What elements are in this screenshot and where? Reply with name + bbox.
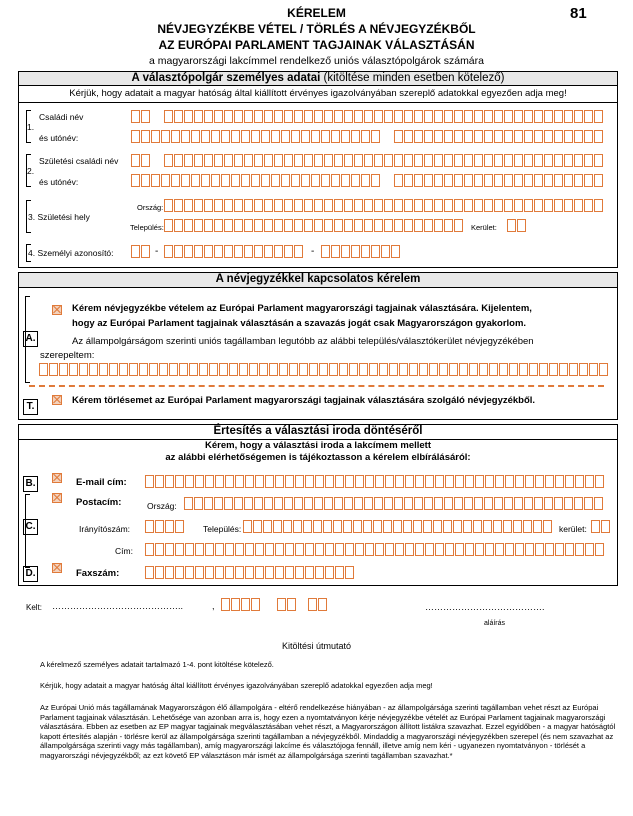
option-a-text-3: Az állampolgárságom szerinti uniós tagállamban legutóbb az alábbi település/választókerület névjegyzékében [72, 336, 534, 347]
email-boxes[interactable] [145, 475, 604, 488]
guide-title: Kitöltési útmutató [281, 641, 352, 651]
date-day-boxes[interactable] [308, 598, 327, 611]
postal-town-label: Település: [203, 524, 242, 534]
postal-country-label: Ország: [147, 501, 177, 511]
previous-registration-boxes[interactable] [39, 363, 608, 376]
personal-data-title: A választópolgár személyes adatai [131, 72, 321, 84]
birth-country-boxes[interactable] [164, 199, 603, 212]
personal-id-label: 4. Személyi azonosító: [28, 248, 114, 258]
guide-paragraph-1: A kérelmező személyes adatait tartalmazó 1-4. pont kitöltése kötelező. [40, 660, 274, 669]
form-subtitle: a magyarországi lakcímmel rendelkező uniós választópolgárok számára [149, 55, 484, 67]
postal-address-boxes[interactable] [145, 543, 604, 556]
personal-id-boxes-3[interactable] [321, 245, 400, 258]
postal-address-label: Cím: [115, 546, 133, 556]
notification-sub-2: az alábbi elérhetőségemen is tájékoztasson a kérelem elbírálásáról: [165, 452, 471, 463]
option-t-text: Kérem törlésemet az Európai Parlament magyarországi tagjainak választására szolgáló névjegyzékből. [72, 395, 536, 406]
family-name-label: Családi név [39, 112, 84, 122]
birth-town-boxes[interactable] [164, 219, 463, 232]
request-section [18, 272, 618, 420]
postal-district-label: kerület: [559, 524, 587, 534]
option-a-text-1: Kérem névjegyzékbe vételem az Európai Parlament magyarországi tagjainak választására. Kijelentem, [72, 303, 532, 314]
birth-district-boxes[interactable] [507, 219, 526, 232]
notification-sub-1: Kérem, hogy a választási iroda a lakcímem mellett [205, 440, 431, 451]
email-checkbox[interactable] [52, 473, 62, 483]
field1-number: 1. [27, 122, 35, 132]
date-comma: , [212, 601, 215, 611]
personal-id-dash-1: - [155, 246, 159, 257]
birth-given-name-label: és utónév: [39, 177, 79, 187]
notification-header: Értesítés a választási iroda döntéséről [19, 425, 617, 440]
divider [19, 102, 617, 103]
option-a-text-4: szerepeltem: [40, 350, 95, 361]
fax-label: Faxszám: [76, 568, 120, 579]
email-label: E-mail cím: [76, 477, 127, 488]
personal-data-header [19, 72, 617, 86]
option-t-checkbox[interactable] [52, 395, 62, 405]
birth-town-label: Település: [130, 223, 164, 232]
form-title-line1: NÉVJEGYZÉKBE VÉTEL / TÖRLÉS A NÉVJEGYZÉKBŐL [157, 22, 476, 36]
option-a-text-2: hogy az Európai Parlament tagjainak választásán a szavazás jogát csak Magyarországon gyakorlom. [72, 318, 527, 329]
form-title-line2: AZ EURÓPAI PARLAMENT TAGJAINAK VÁLASZTÁSÁN [158, 38, 475, 52]
option-d-letter: D. [23, 566, 38, 582]
option-c-letter: C. [23, 519, 38, 535]
date-place-dots[interactable]: …………………………………….. [52, 601, 184, 611]
birth-country-label: Ország: [137, 203, 164, 212]
given-name-boxes-2[interactable] [394, 130, 603, 143]
given-name-label: és utónév: [39, 133, 79, 143]
birthplace-label: 3. Születési hely [28, 212, 90, 222]
guide-paragraph-2: Kérjük, hogy adatait a magyar hatóság által kiállított érvényes igazolványában szereplő adatokkal egyezően adja meg! [40, 681, 433, 690]
personal-id-dash-2: - [311, 246, 315, 257]
birth-district-label: Kerület: [471, 223, 497, 232]
signature-dots[interactable]: …………………………………. [425, 602, 545, 612]
personal-id-boxes-2[interactable] [164, 245, 303, 258]
option-a-letter: A. [23, 331, 38, 347]
field2-number: 2. [27, 166, 35, 176]
date-month-boxes[interactable] [277, 598, 296, 611]
given-name-boxes-1[interactable] [131, 130, 380, 143]
request-header: A névjegyzékkel kapcsolatos kérelem [19, 273, 617, 288]
fax-checkbox[interactable] [52, 563, 62, 573]
postal-town-boxes[interactable] [243, 520, 552, 533]
option-b-letter: B. [23, 476, 38, 492]
signature-label: aláírás [484, 620, 506, 627]
date-year-boxes[interactable] [221, 598, 260, 611]
option-separator [29, 385, 604, 387]
postal-label: Postacím: [76, 497, 122, 508]
postal-country-boxes[interactable] [184, 497, 603, 510]
option-a-bracket [25, 296, 30, 383]
birth-family-name-label: Születési családi név [39, 156, 119, 166]
birth-family-name-boxes[interactable] [164, 154, 603, 167]
option-t-letter: T. [23, 399, 38, 415]
postal-checkbox[interactable] [52, 493, 62, 503]
form-number: 81 [570, 5, 587, 22]
postal-zip-label: Irányítószám: [79, 524, 131, 534]
family-name-boxes[interactable] [164, 110, 603, 123]
personal-data-title-note: (kitöltése minden esetben kötelező) [323, 72, 505, 84]
postal-zip-boxes[interactable] [145, 520, 184, 533]
form-kerelem-title: KÉRELEM [287, 6, 346, 20]
option-c-bracket [25, 494, 30, 568]
birth-given-name-boxes-1[interactable] [131, 174, 380, 187]
postal-district-boxes[interactable] [591, 520, 610, 533]
notification-section [18, 424, 618, 586]
date-label: Kelt: [26, 603, 43, 612]
title-boxes-2[interactable] [131, 154, 150, 167]
personal-id-boxes-1[interactable] [131, 245, 150, 258]
personal-data-instruction: Kérjük, hogy adatait a magyar hatóság által kiállított érvényes igazolványában szereplő adatokkal egyezően adja meg! [69, 88, 567, 99]
title-boxes-1[interactable] [131, 110, 150, 123]
birth-given-name-boxes-2[interactable] [394, 174, 603, 187]
guide-paragraph-3: Az Európai Unió más tagállamának Magyarországon élő állampolgára - eltérő rendelkezése hiányában - az állampolgársága szerinti tagállamban vehet részt az Európai Parlament tagjainak választásán. Lehetősége van azonban arra is, hogy ezen a nyomtatványon kérje névjegyzékbe vételét az Európai Parlament tagjainak magyarországi választására. Ebben az esetben az EP magyar tagjainak megválasztásában vehet részt, a Magyarországon állított listákra szavazhat. Ezzel egyidőben - a magyar hatóságtól kapott értesítés alapján - törlésre kerül az állampolgársága szerinti tagállamban a névjegyzékből. Mindaddig a magyarországi névjegyzékben szerepel (és nem szavazhat az állampolgársága szerinti vagy más tagállamban), amíg magyarországi lakcíme és választójoga fennáll, illetve amíg nem kéri - ugyanezen nyomtatványon - törlését a magyarországi névjegyzékből; az ezt követő EP választáson már ismét az állampolgársága szerinti tagállamban szavazhat.* [40, 703, 616, 760]
personal-data-section [18, 71, 618, 268]
fax-boxes[interactable] [145, 566, 354, 579]
option-a-checkbox[interactable] [52, 305, 62, 315]
